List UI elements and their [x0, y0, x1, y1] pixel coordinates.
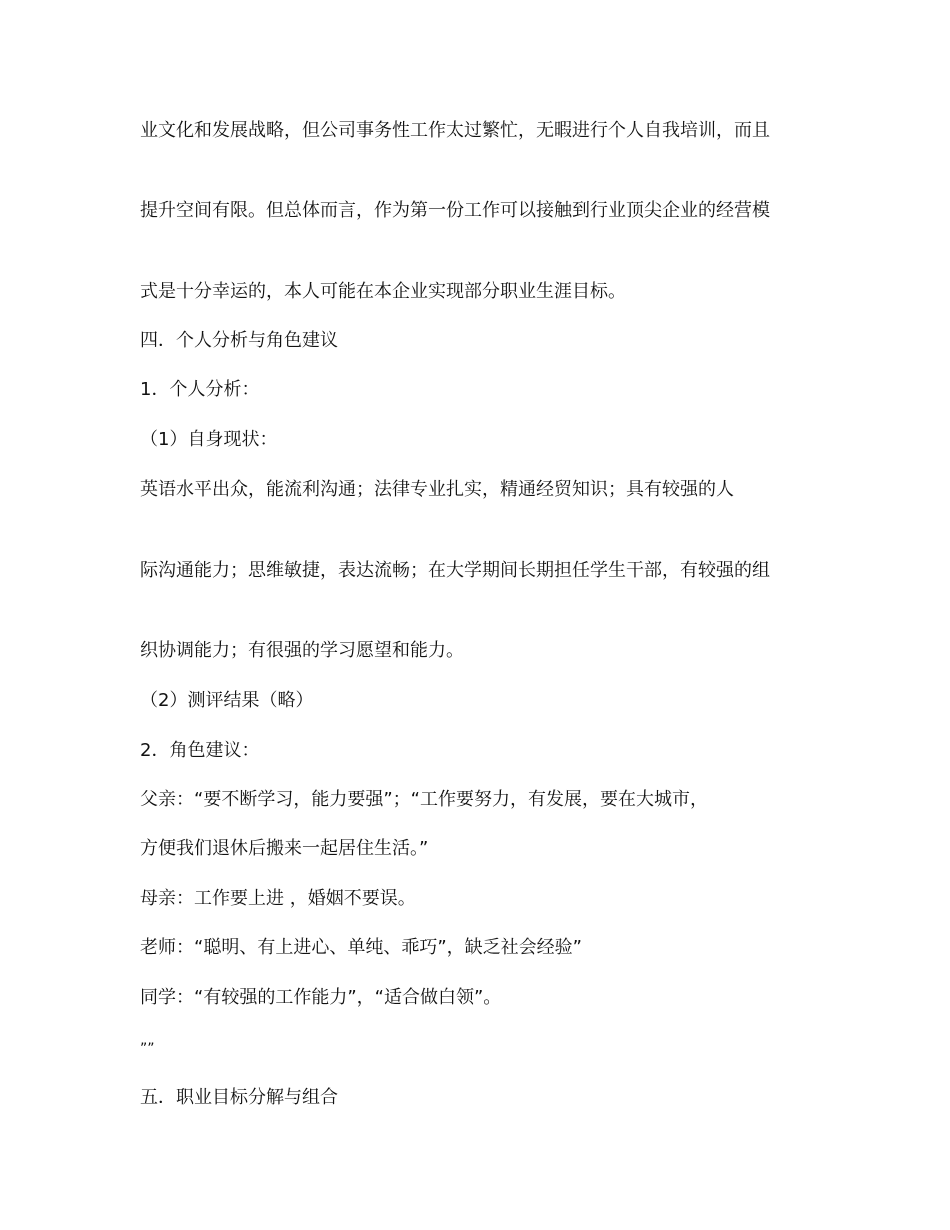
paragraph-line: 式是十分幸运的，本人可能在本企业实现部分职业生涯目标。 — [140, 281, 626, 302]
paragraph-line: 同学：“有较强的工作能力”，“适合做白领”。 — [140, 987, 502, 1008]
paragraph-line: 英语水平出众，能流利沟通；法律专业扎实，精通经贸知识；具有较强的人 — [140, 479, 734, 500]
subsection-heading: （1）自身现状： — [140, 429, 278, 450]
subsection-heading: 2．角色建议： — [140, 740, 260, 761]
paragraph-line: 老师：“聪明、有上进心、单纯、乖巧”，缺乏社会经验” — [140, 937, 582, 958]
paragraph-line: 父亲：“要不断学习，能力要强”；“工作要努力，有发展，要在大城市， — [140, 789, 708, 810]
subsection-heading: （2）测评结果（略） — [140, 690, 314, 711]
section-heading: 四．个人分析与角色建议 — [140, 330, 338, 351]
paragraph-line: 业文化和发展战略，但公司事务性工作太过繁忙，无暇进行个人自我培训，而且 — [140, 120, 770, 141]
paragraph-line: 际沟通能力；思维敏捷，表达流畅；在大学期间长期担任学生干部，有较强的组 — [140, 560, 770, 581]
paragraph-line: 方便我们退休后搬来一起居住生活。” — [140, 838, 429, 859]
section-heading: 五．职业目标分解与组合 — [140, 1087, 338, 1108]
paragraph-line: 织协调能力；有很强的学习愿望和能力。 — [140, 640, 464, 661]
stray-quotes: ”” — [140, 1041, 155, 1057]
paragraph-line: 提升空间有限。但总体而言，作为第一份工作可以接触到行业顶尖企业的经营模 — [140, 200, 770, 221]
paragraph-line: 母亲：工作要上进 ，婚姻不要误。 — [140, 888, 416, 909]
subsection-heading: 1．个人分析： — [140, 379, 260, 400]
